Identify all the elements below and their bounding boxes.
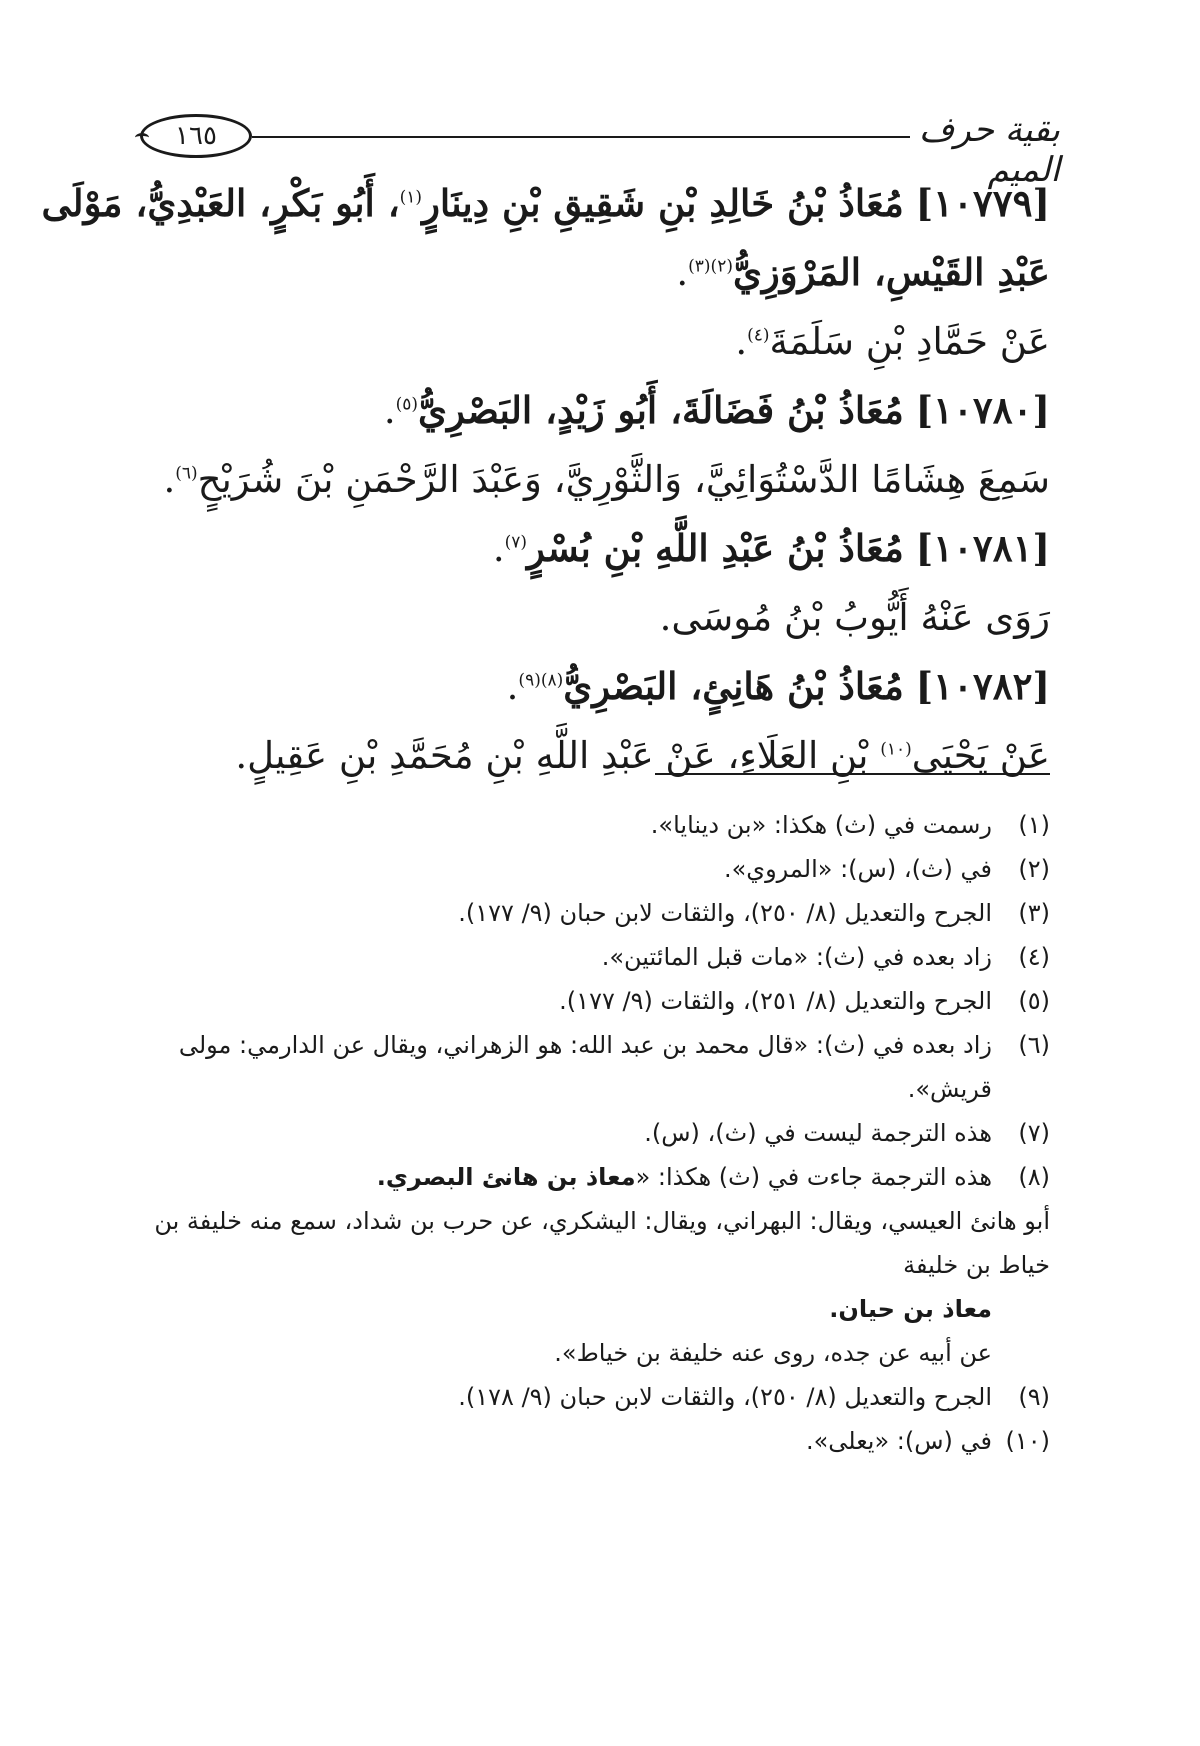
entry-name: مُعَاذُ بْنُ فَضَالَةَ، أَبُو زَيْدٍ، البَصْرِيُّ (418, 388, 904, 432)
footnote (145, 847, 1050, 891)
page-header (140, 108, 1060, 190)
entry-number: [١٠٧٨١] (915, 526, 1050, 570)
footnote-number: (٣) (1018, 899, 1050, 927)
footnote (145, 891, 1050, 935)
footnote-ref: (٢)(٣) (688, 256, 733, 277)
footnote (145, 1023, 1050, 1111)
footnote-ref: (٤) (747, 325, 770, 346)
footnote-text: الجرح والتعديل (٨/ ٢٥١)، والثقات (٩/ ١٧٧). (559, 987, 992, 1015)
footnote (145, 979, 1050, 1023)
footnote-paragraph: عن أبيه عن جده، روى عنه خليفة بن خياط». (554, 1339, 992, 1367)
footnote-text: زاد بعده في (ث): «قال محمد بن عبد الله: هو الزهراني، ويقال عن الدارمي: مولى قريش». (178, 1031, 992, 1103)
footnote-ref: (٧) (504, 532, 528, 553)
footnote (145, 1155, 1050, 1199)
footnote-number: (١٠) (1005, 1427, 1050, 1455)
footnote-text: في (س): «يعلى». (805, 1427, 992, 1455)
footnote-number: (٥) (1018, 987, 1050, 1015)
footnote-text: رسمت في (ث) هكذا: «بن دينايا». (650, 811, 992, 839)
entry-10779 (41, 181, 1050, 254)
entry-10779-line2 (145, 250, 1050, 323)
footnote-text: هذه الترجمة ليست في (ث)، (س). (644, 1119, 992, 1147)
footnote-text (145, 1155, 992, 1199)
footnote (145, 1375, 1050, 1419)
period: . (383, 389, 396, 432)
footnote-number: (٨) (1018, 1163, 1050, 1191)
entry-name: مُعَاذُ بْنُ خَالِدِ بْنِ شَقِيقِ بْنِ دِينَارٍ (422, 181, 904, 225)
footnote-ref: (١) (399, 187, 423, 208)
narration-line (145, 734, 1050, 806)
footnote (145, 1419, 1050, 1463)
entry-number: [١٠٧٨٠] (915, 388, 1050, 432)
narration-line (145, 458, 1050, 530)
footnote (145, 803, 1050, 847)
narration-text: عَنْ حَمَّادِ بْنِ سَلَمَةَ (769, 320, 1050, 363)
footnote-text-bold: معاذ بن هانئ البصري. (376, 1163, 636, 1191)
header-rule (252, 136, 910, 138)
narration-line (145, 320, 1050, 392)
footnote-number: (٢) (1018, 855, 1050, 883)
footnote-text: زاد بعده في (ث): «مات قبل المائتين». (601, 943, 992, 971)
footnote-text-lead: هذه الترجمة جاءت في (ث) هكذا: « (635, 1163, 992, 1191)
entry-name-cont: عَبْدِ القَيْسِ، المَرْوَزِيُّ (732, 250, 1050, 294)
page-number: ١٦٥ (140, 114, 252, 158)
period: . (676, 251, 689, 294)
main-text (41, 181, 1050, 806)
footnote-number: (١) (1018, 811, 1050, 839)
entry-10781 (145, 526, 1050, 599)
period: . (163, 458, 176, 501)
footnote-paragraph-bold: معاذ بن حيان. (829, 1295, 992, 1323)
entry-number: [١٠٧٧٩] (915, 181, 1050, 225)
footnote-text: في (ث)، (س): «المروي». (723, 855, 992, 883)
footnote-paragraph: أبو هانئ العيسي، ويقال: البهراني، ويقال: اليشكري، عن حرب بن شداد، سمع منه خليفة بن خياط بن خليفة (154, 1207, 1050, 1279)
section-title: بقية حرف الميم (919, 110, 1060, 190)
narration-line (145, 596, 1050, 668)
footnote (145, 935, 1050, 979)
narration-text: عَنْ يَحْيَى (911, 734, 1050, 777)
footnote-number: (٦) (1018, 1031, 1050, 1059)
entry-name-cont: ، أَبُو بَكْرٍ، العَبْدِيُّ، مَوْلَى (41, 181, 400, 225)
footnote-text: الجرح والتعديل (٨/ ٢٥٠)، والثقات لابن حبان (٩/ ١٧٨). (458, 1383, 992, 1411)
footnote-text: الجرح والتعديل (٨/ ٢٥٠)، والثقات لابن حبان (٩/ ١٧٧). (458, 899, 992, 927)
footnote-ref: (٨)(٩) (518, 670, 564, 691)
period: . (506, 665, 519, 708)
footnotes (145, 803, 1050, 1463)
footnote (145, 1111, 1050, 1155)
footnote-separator (655, 773, 1050, 775)
narration-text-cont: بْنِ العَلَاءِ، عَنْ عَبْدِ اللَّهِ بْنِ مُحَمَّدِ بْنِ عَقِيلٍ. (235, 734, 881, 777)
footnote-ref: (١٠) (880, 739, 912, 760)
footnote-number: (٩) (1018, 1383, 1050, 1411)
footnote-ref: (٦) (175, 463, 198, 484)
narration-text: رَوَى عَنْهُ أَيُّوبُ بْنُ مُوسَى. (659, 596, 1050, 639)
entry-10782 (145, 664, 1050, 737)
footnote-number: (٤) (1018, 943, 1050, 971)
entry-number: [١٠٧٨٢] (915, 664, 1050, 708)
entry-10780 (145, 388, 1050, 461)
narration-text: سَمِعَ هِشَامًا الدَّسْتُوَائِيَّ، وَالثَّوْرِيَّ، وَعَبْدَ الرَّحْمَنِ بْنَ شُرَيْحٍ (197, 458, 1050, 501)
footnote-number: (٧) (1018, 1119, 1050, 1147)
period: . (492, 527, 505, 570)
entry-name: مُعَاذُ بْنُ هَانِئٍ، البَصْرِيُّ (563, 664, 904, 708)
footnote-ref: (٥) (395, 394, 419, 415)
entry-name: مُعَاذُ بْنُ عَبْدِ اللَّهِ بْنِ بُسْرٍ (527, 526, 904, 570)
period: . (735, 320, 748, 363)
